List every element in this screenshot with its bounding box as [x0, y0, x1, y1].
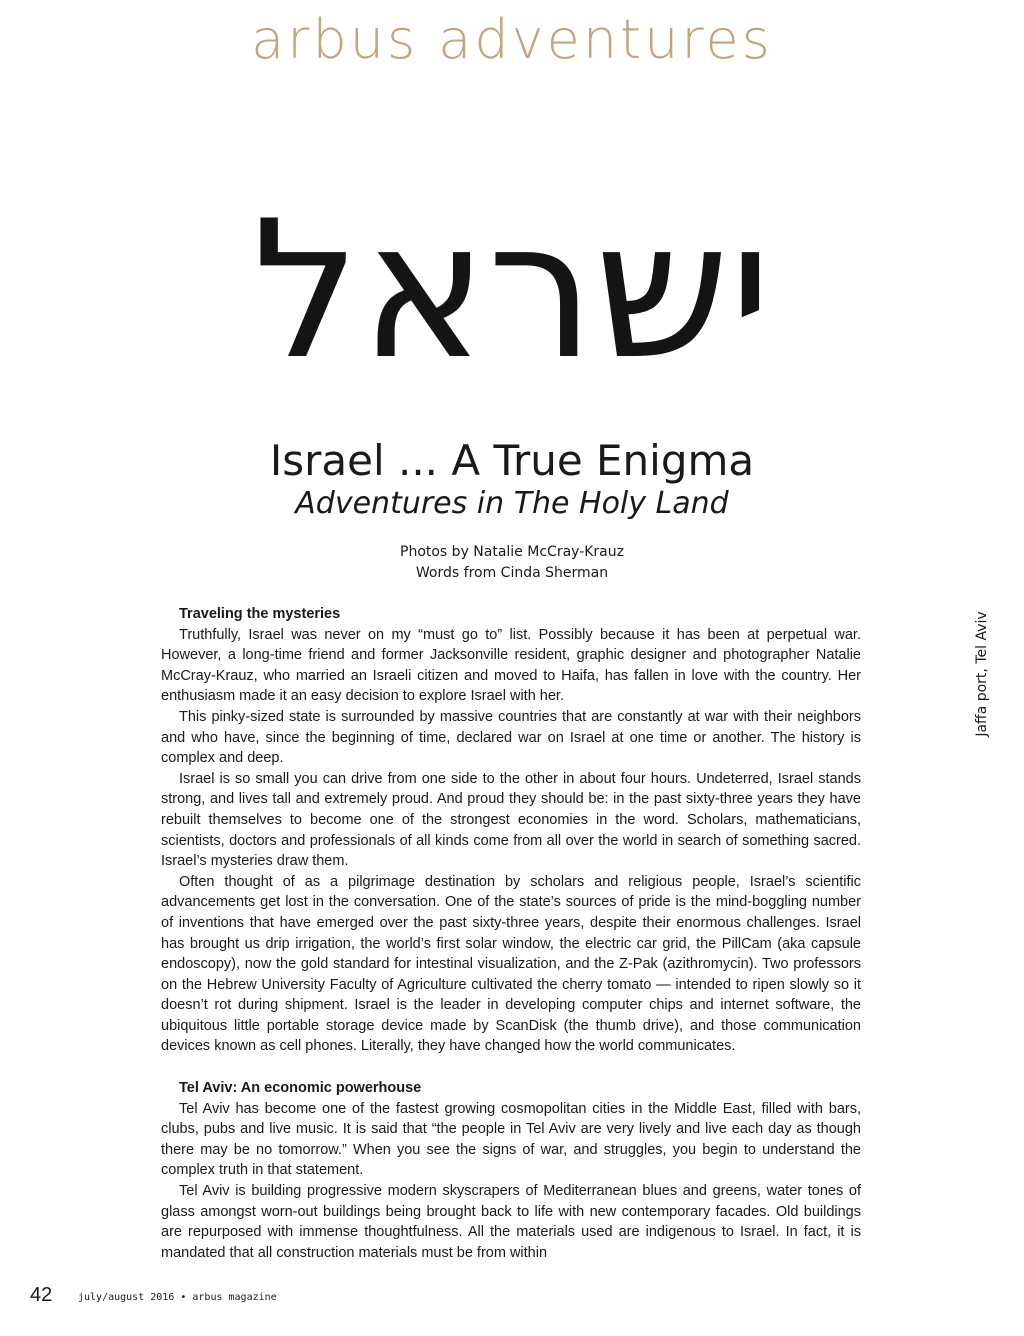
article-title: Israel ... A True Enigma	[269, 436, 755, 485]
article-body	[161, 604, 861, 1263]
paragraph: Tel Aviv has become one of the fastest growing cosmopolitan cities in the Middle East, filled with bars, clubs, pubs and live music. It is said that “the people in Tel Aviv are very lively and live each day as though there may be no tomorrow.” When you see the signs of war, and struggles, you begin to understand the complex truth in that statement.	[161, 1100, 861, 1179]
section-spacer	[161, 1057, 861, 1078]
credits	[0, 542, 1024, 584]
paragraph: Often thought of as a pilgrimage destination by scholars and religious people, Israel’s scientific advancements get lost in the conversation. One of the state’s sources of pride is the mind-boggling number of inventions that have emerged over the past sixty-three years, despite their enormous challenges. Israel has brought us drip irrigation, the world’s first solar window, the electric car grid, the PillCam (aka capsule endoscopy), now the gold standard for intestinal visualization, and the Z-Pak (azithromycin). Two professors on the Hebrew University Faculty of Agriculture cultivated the cherry tomato — intended to ripen slowly so it doesn’t rot during shipment. Israel is the leader in developing computer chips and internet software, the ubiquitous little portable storage device made by ScanDisk (the thumb drive), and those communication devices known as cell phones. Literally, they have changed how the world communicates.	[161, 873, 861, 1055]
paragraph: Tel Aviv is building progressive modern skyscrapers of Mediterranean blues and greens, water tones of glass amongst worn-out buildings being brought back to life with new contemporary facades. Old buildings are repurposed with immense thoughtfulness. All the materials used are indigenous to Israel. In fact, it is mandated that all construction materials must be from within	[161, 1183, 861, 1261]
photo-caption	[972, 604, 992, 744]
hebrew-title: ישראל	[252, 180, 772, 401]
page-number: 42	[30, 1284, 53, 1306]
paragraph: This pinky-sized state is surrounded by massive countries that are constantly at war with their neighbors and who have, since the beginning of time, declared war on Israel at one time or another. The history is complex and deep.	[161, 708, 861, 767]
article-subtitle: Adventures in The Holy Land	[295, 486, 729, 521]
section-heading: Traveling the mysteries	[179, 606, 341, 622]
footer-issue: july/august 2016 • arbus magazine	[78, 1292, 277, 1303]
section-heading: Tel Aviv: An economic powerhouse	[179, 1080, 422, 1097]
words-credit: Words from Cinda Sherman	[415, 565, 609, 581]
photo-credit: Photos by Natalie McCray-Krauz	[400, 544, 624, 560]
section-header: arbus adventures	[251, 8, 773, 71]
photo-caption-text: Jaffa port, Tel Aviv	[974, 611, 990, 737]
paragraph: Truthfully, Israel was never on my “must go to” list. Possibly because it has been at perpetual war. However, a long-time friend and former Jacksonville resident, graphic designer and photographer Natalie McCray-Krauz, who married an Israeli citizen and moved to Haifa, has fallen in love with the country. Her enthusiasm made it an easy decision to explore Israel with her.	[161, 626, 861, 705]
paragraph: Israel is so small you can drive from one side to the other in about four hours. Undeterred, Israel stands strong, and lives tall and extremely proud. And proud they should be: in the past sixty-three years they have rebuilt themselves to become one of the strongest economies in the word. Scholars, mathematicians, scientists, doctors and professionals of all kinds come from all over the world in search of something sacred. Israel’s mysteries draw them.	[161, 770, 861, 870]
